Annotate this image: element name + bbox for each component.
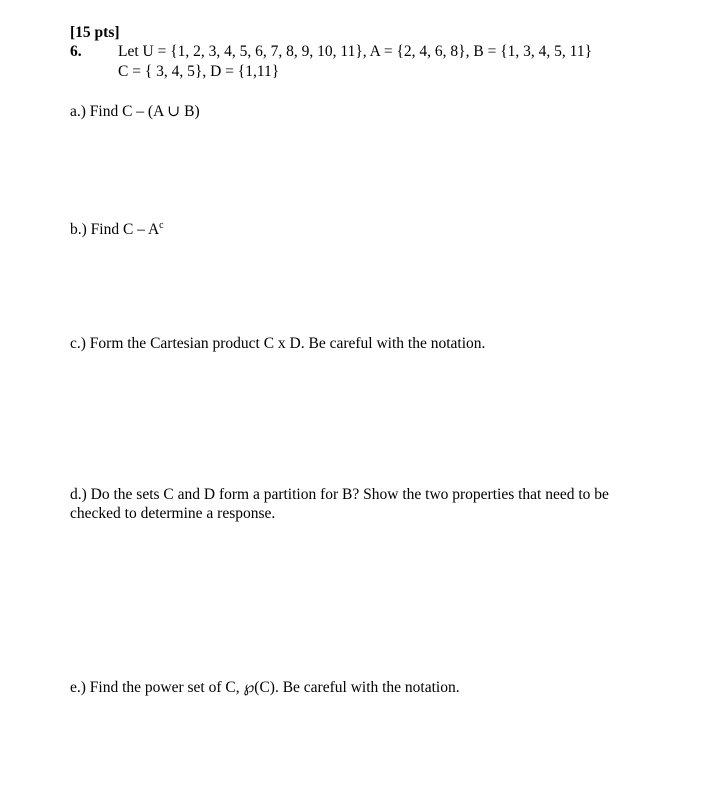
problem-points: [15 pts] — [70, 24, 120, 41]
part-d: d.) Do the sets C and D form a partition for B? Show the two properties that need to be checked to determine a response. — [70, 486, 609, 522]
problem-number: 6. — [70, 43, 82, 60]
problem-statement-line-1: Let U = {1, 2, 3, 4, 5, 6, 7, 8, 9, 10, 11}, A = {2, 4, 6, 8}, B = {1, 3, 4, 5, 11} — [118, 43, 593, 60]
part-b-text: b.) Find C – A — [70, 221, 160, 238]
part-c: c.) Form the Cartesian product C x D. Be careful with the notation. — [70, 335, 486, 352]
part-e: e.) Find the power set of C, ℘(C). Be careful with the notation. — [70, 679, 460, 696]
part-a: a.) Find C – (A ∪ B) — [70, 103, 200, 120]
part-b — [70, 220, 164, 239]
problem-statement-line-2: C = { 3, 4, 5}, D = {1,11} — [118, 63, 280, 80]
complement-superscript: c — [159, 220, 164, 231]
